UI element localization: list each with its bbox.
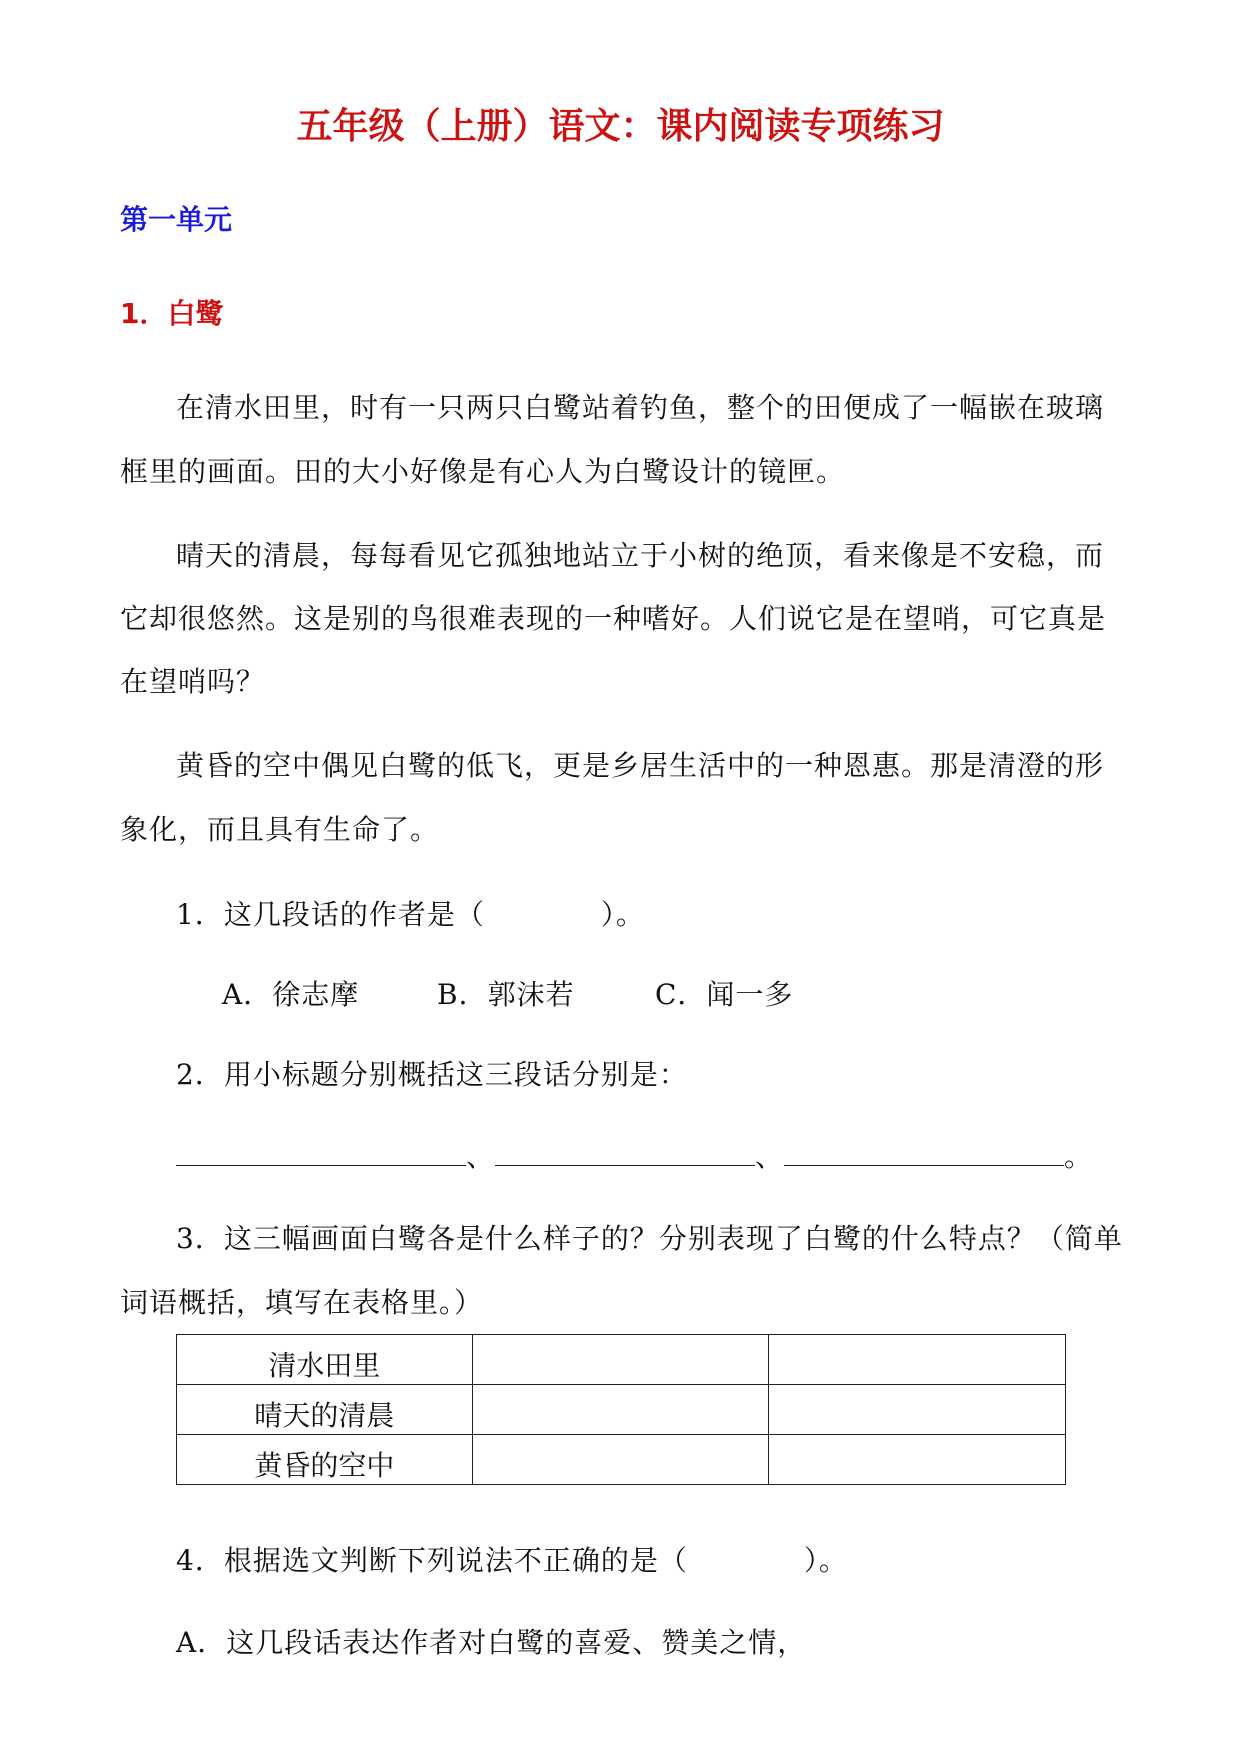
passage-p2-line3: 在望哨吗？ bbox=[120, 665, 266, 698]
question-3-line1: 3．这三幅画面白鹭各是什么样子的？分别表现了白鹭的什么特点？（简单 bbox=[176, 1222, 1123, 1255]
passage-p3-line2: 象化，而且具有生命了。 bbox=[120, 813, 440, 846]
q2-blank-3[interactable] bbox=[784, 1137, 1064, 1166]
lesson-heading: 1．白鹭 bbox=[120, 297, 224, 330]
table-row-label: 晴天的清晨 bbox=[177, 1385, 473, 1435]
document-title: 五年级（上册）语文：课内阅读专项练习 bbox=[296, 106, 945, 147]
passage-p1-line1: 在清水田里，时有一只两只白鹭站着钓鱼，整个的田便成了一幅嵌在玻璃 bbox=[176, 391, 1105, 424]
table-cell-appearance[interactable] bbox=[472, 1335, 769, 1385]
answer-table bbox=[176, 1334, 1066, 1485]
question-2: 2．用小标题分别概括这三段话分别是： bbox=[176, 1058, 688, 1091]
q1-option-a: A．徐志摩 bbox=[222, 978, 360, 1011]
passage-p2-line2: 它却很悠然。这是别的鸟很难表现的一种嗜好。人们说它是在望哨，可它真是 bbox=[120, 602, 1107, 635]
question-4: 4．根据选文判断下列说法不正确的是（ ）。 bbox=[176, 1544, 848, 1577]
table-row-label: 清水田里 bbox=[177, 1335, 473, 1385]
question-1: 1．这几段话的作者是（ ）。 bbox=[176, 898, 645, 931]
q1-option-c: C．闻一多 bbox=[655, 978, 794, 1011]
table-cell-trait[interactable] bbox=[769, 1335, 1066, 1385]
passage-p3-line1: 黄昏的空中偶见白鹭的低飞，更是乡居生活中的一种恩惠。那是清澄的形 bbox=[176, 749, 1105, 782]
q2-separator-1: 、 bbox=[466, 1140, 496, 1173]
passage-p2-line1: 晴天的清晨，每每看见它孤独地站立于小树的绝顶，看来像是不安稳，而 bbox=[176, 539, 1105, 572]
unit-heading: 第一单元 bbox=[120, 203, 233, 236]
table-row bbox=[177, 1335, 1066, 1385]
question-3-line2: 词语概括，填写在表格里。） bbox=[120, 1286, 484, 1319]
q2-blank-1[interactable] bbox=[176, 1137, 466, 1166]
q2-blank-2[interactable] bbox=[495, 1137, 755, 1166]
q2-separator-3: 。 bbox=[1064, 1140, 1094, 1173]
table-cell-trait[interactable] bbox=[769, 1385, 1066, 1435]
table-row bbox=[177, 1385, 1066, 1435]
table-cell-trait[interactable] bbox=[769, 1435, 1066, 1485]
table-row-label: 黄昏的空中 bbox=[177, 1435, 473, 1485]
table-cell-appearance[interactable] bbox=[472, 1385, 769, 1435]
q4-option-a: A．这几段话表达作者对白鹭的喜爱、赞美之情， bbox=[176, 1626, 807, 1659]
table-row bbox=[177, 1435, 1066, 1485]
table-cell-appearance[interactable] bbox=[472, 1435, 769, 1485]
q2-answer-blanks bbox=[176, 1135, 1093, 1175]
q1-option-b: B．郭沫若 bbox=[437, 978, 575, 1011]
q2-separator-2: 、 bbox=[755, 1140, 785, 1173]
passage-p1-line2: 框里的画面。田的大小好像是有心人为白鹭设计的镜匣。 bbox=[120, 455, 846, 488]
